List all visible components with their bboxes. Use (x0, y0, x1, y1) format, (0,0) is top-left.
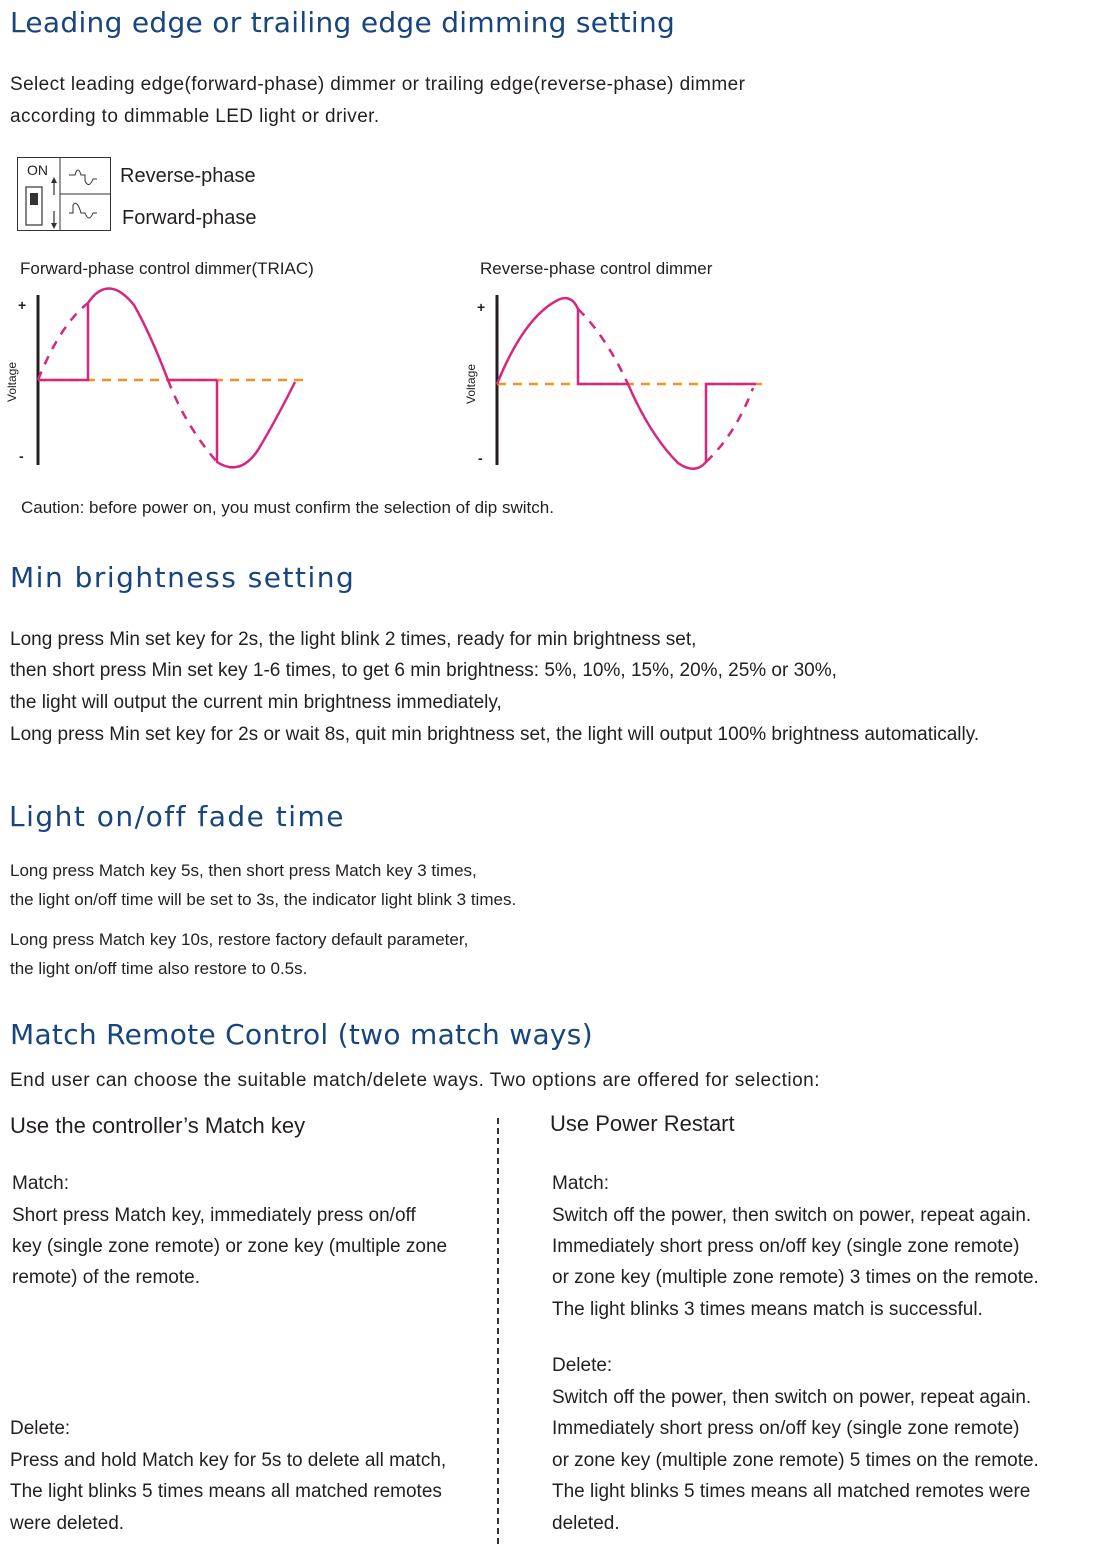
left-match-line-3: remote) of the remote. (12, 1267, 200, 1288)
left-match-label: Match: (12, 1173, 70, 1194)
reverse-minus-label: - (478, 450, 483, 466)
dip-on-label: ON (27, 162, 48, 178)
reverse-chart-title: Reverse-phase control dimmer (480, 259, 713, 278)
dip-switch-body (26, 187, 42, 225)
down-arrow-icon (51, 223, 57, 229)
right-match-line-4: The light blinks 3 times means match is successful. (552, 1299, 983, 1320)
forward-solid-negative (217, 380, 295, 467)
forward-phase-chart (0, 285, 330, 475)
min-brightness-line-4: Long press Min set key for 2s or wait 8s, quit min brightness set, the light will output 100% brightness automatically. (10, 724, 980, 745)
forward-solid-wave (38, 288, 217, 380)
right-match-line-2: Immediately short press on/off key (single zone remote) (552, 1236, 1020, 1257)
section-title-min-brightness: Min brightness setting (10, 561, 356, 594)
right-delete-line-1: Switch off the power, then switch on power, repeat again. (552, 1387, 1032, 1408)
section-title-match-remote: Match Remote Control (two match ways) (10, 1018, 593, 1051)
forward-phase-wave-icon (69, 203, 97, 218)
min-brightness-line-2: then short press Min set key 1-6 times, to get 6 min brightness: 5%, 10%, 15%, 20%, 25% or 30%, (10, 660, 837, 681)
left-delete-line-3: were deleted. (10, 1513, 125, 1534)
right-delete-line-5: deleted. (552, 1513, 620, 1534)
dimming-intro-line-1: Select leading edge(forward-phase) dimmer or trailing edge(reverse-phase) dimmer (10, 74, 746, 95)
left-match-line-1: Short press Match key, immediately press on/off (12, 1205, 416, 1226)
left-delete-line-2: The light blinks 5 times means all matched remotes (10, 1481, 442, 1502)
right-delete-line-2: Immediately short press on/off key (single zone remote) (552, 1418, 1020, 1439)
forward-phase-label: Forward-phase (122, 207, 257, 229)
forward-minus-label: - (19, 448, 24, 464)
dip-switch-lever (30, 193, 38, 205)
right-delete-label: Delete: (552, 1355, 613, 1376)
reverse-dashed-rise (706, 388, 753, 462)
right-delete-line-4: The light blinks 5 times means all matched remotes were (552, 1481, 1031, 1502)
reverse-solid-negative (628, 384, 756, 469)
reverse-phase-chart (460, 285, 780, 475)
forward-dashed-rise (38, 303, 88, 380)
reverse-phase-wave-icon (69, 170, 97, 185)
right-match-label: Match: (552, 1173, 610, 1194)
min-brightness-line-3: the light will output the current min brightness immediately, (10, 692, 502, 713)
forward-dashed-fall (168, 380, 217, 462)
fade-line-1: Long press Match key 5s, then short press Match key 3 times, (10, 861, 477, 880)
column-divider (497, 1118, 499, 1544)
fade-line-4: the light on/off time also restore to 0.5s. (10, 959, 308, 978)
reverse-phase-label: Reverse-phase (120, 165, 256, 187)
right-heading: Use Power Restart (550, 1111, 735, 1136)
right-match-line-3: or zone key (multiple zone remote) 3 times on the remote. (552, 1267, 1039, 1288)
min-brightness-line-1: Long press Min set key for 2s, the light blink 2 times, ready for min brightness set, (10, 629, 697, 650)
reverse-ylabel: Voltage (464, 363, 479, 405)
forward-ylabel: Voltage (5, 361, 20, 403)
forward-plus-label: + (18, 297, 27, 313)
left-heading: Use the controller’s Match key (10, 1113, 306, 1138)
reverse-dashed-fall (578, 309, 628, 384)
up-arrow-icon (51, 177, 57, 183)
dimming-intro-line-2: according to dimmable LED light or driver. (10, 106, 380, 127)
left-match-line-2: key (single zone remote) or zone key (multiple zone (12, 1236, 448, 1257)
match-intro: End user can choose the suitable match/delete ways. Two options are offered for selection: (10, 1070, 821, 1091)
reverse-solid-wave (497, 298, 628, 384)
fade-line-3: Long press Match key 10s, restore factory default parameter, (10, 930, 469, 949)
section-title-fade-time: Light on/off fade time (9, 800, 346, 833)
right-delete-line-3: or zone key (multiple zone remote) 5 times on the remote. (552, 1450, 1039, 1471)
section-title-dimming: Leading edge or trailing edge dimming setting (10, 6, 676, 39)
right-match-line-1: Switch off the power, then switch on power, repeat again. (552, 1205, 1032, 1226)
left-delete-line-1: Press and hold Match key for 5s to delete all match, (10, 1450, 447, 1471)
fade-line-2: the light on/off time will be set to 3s, the indicator light blink 3 times. (10, 890, 517, 909)
left-delete-label: Delete: (10, 1418, 71, 1439)
forward-chart-title: Forward-phase control dimmer(TRIAC) (20, 259, 314, 278)
reverse-plus-label: + (477, 299, 486, 315)
caution-text: Caution: before power on, you must confirm the selection of dip switch. (21, 498, 554, 517)
